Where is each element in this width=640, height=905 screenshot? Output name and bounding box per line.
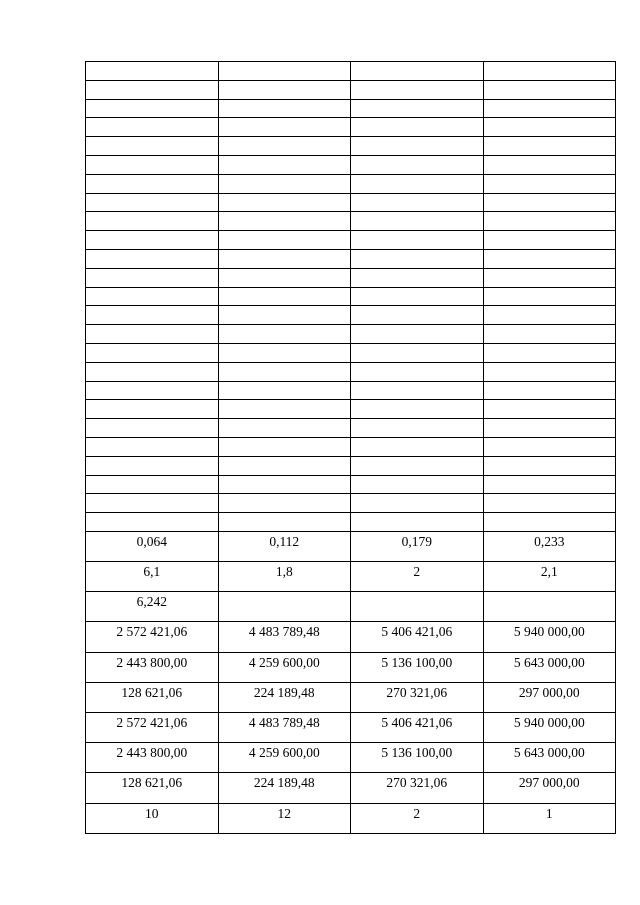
table-cell: [351, 155, 484, 174]
table-cell: 4 259 600,00: [218, 743, 351, 773]
table-cell: 128 621,06: [86, 682, 219, 712]
table-cell: [483, 419, 616, 438]
table-cell: [351, 437, 484, 456]
table-cell: [86, 437, 219, 456]
table-cell: 5 643 000,00: [483, 652, 616, 682]
table-cell: [351, 193, 484, 212]
table-cell: [218, 155, 351, 174]
table-cell: 2 443 800,00: [86, 743, 219, 773]
table-cell: [218, 306, 351, 325]
table-cell: [483, 62, 616, 81]
table-cell: [218, 193, 351, 212]
table-cell: [218, 287, 351, 306]
table-cell: [86, 174, 219, 193]
table-cell: [86, 306, 219, 325]
table-cell: [351, 306, 484, 325]
table-cell: [483, 174, 616, 193]
table-cell: [218, 249, 351, 268]
table-cell: 5 406 421,06: [351, 713, 484, 743]
table-cell: [351, 231, 484, 250]
table-cell: [218, 494, 351, 513]
table-cell: 128 621,06: [86, 773, 219, 803]
table-cell: 297 000,00: [483, 682, 616, 712]
table-row: [86, 531, 616, 561]
table-cell: [483, 592, 616, 622]
table-row: [86, 562, 616, 592]
table-cell: [218, 62, 351, 81]
table-cell: [483, 343, 616, 362]
table-cell: [483, 118, 616, 137]
table-cell: 1: [483, 803, 616, 833]
empty-table-row: [86, 174, 616, 193]
empty-table-row: [86, 475, 616, 494]
table-cell: 0,179: [351, 531, 484, 561]
table-cell: [351, 212, 484, 231]
table-cell: [483, 212, 616, 231]
empty-table-row: [86, 513, 616, 532]
table-cell: [218, 419, 351, 438]
table-cell: [218, 268, 351, 287]
table-cell: 6,1: [86, 562, 219, 592]
table-cell: [218, 231, 351, 250]
table-cell: 2: [351, 803, 484, 833]
table-row: [86, 743, 616, 773]
table-cell: 270 321,06: [351, 682, 484, 712]
table-cell: 2 572 421,06: [86, 713, 219, 743]
table-cell: 0,064: [86, 531, 219, 561]
table-cell: [86, 513, 219, 532]
table-cell: [483, 80, 616, 99]
table-cell: [351, 268, 484, 287]
table-cell: [483, 249, 616, 268]
empty-table-row: [86, 62, 616, 81]
table-cell: [86, 193, 219, 212]
table-cell: [218, 400, 351, 419]
empty-table-row: [86, 400, 616, 419]
table-cell: [351, 249, 484, 268]
empty-table-row: [86, 343, 616, 362]
table-cell: [218, 592, 351, 622]
table-cell: 5 406 421,06: [351, 622, 484, 652]
table-cell: [86, 456, 219, 475]
empty-table-row: [86, 268, 616, 287]
table-cell: 2 443 800,00: [86, 652, 219, 682]
table-cell: [483, 400, 616, 419]
table-cell: [218, 475, 351, 494]
table-cell: [351, 362, 484, 381]
table-cell: [351, 513, 484, 532]
table-cell: [218, 325, 351, 344]
table-row: [86, 713, 616, 743]
table-cell: [218, 513, 351, 532]
empty-table-row: [86, 362, 616, 381]
data-table: [85, 61, 616, 834]
table-cell: [483, 193, 616, 212]
table-cell: 5 940 000,00: [483, 713, 616, 743]
table-cell: [483, 437, 616, 456]
table-cell: [351, 80, 484, 99]
table-cell: [218, 99, 351, 118]
empty-table-row: [86, 118, 616, 137]
table-row: [86, 682, 616, 712]
empty-table-row: [86, 325, 616, 344]
table-cell: [351, 456, 484, 475]
table-cell: 2 572 421,06: [86, 622, 219, 652]
table-cell: [218, 174, 351, 193]
table-cell: [483, 494, 616, 513]
table-cell: 4 483 789,48: [218, 622, 351, 652]
table-cell: [86, 212, 219, 231]
table-cell: 4 259 600,00: [218, 652, 351, 682]
table-cell: [351, 99, 484, 118]
table-cell: [483, 231, 616, 250]
table-cell: [351, 343, 484, 362]
empty-table-row: [86, 381, 616, 400]
table-cell: [218, 362, 351, 381]
table-cell: [86, 80, 219, 99]
table-cell: 5 643 000,00: [483, 743, 616, 773]
empty-table-row: [86, 306, 616, 325]
table-cell: [218, 343, 351, 362]
table-cell: [351, 592, 484, 622]
table-cell: 0,233: [483, 531, 616, 561]
empty-table-row: [86, 212, 616, 231]
table-cell: 5 136 100,00: [351, 743, 484, 773]
table-cell: [86, 343, 219, 362]
empty-table-row: [86, 437, 616, 456]
table-cell: 2: [351, 562, 484, 592]
table-cell: [483, 362, 616, 381]
table-cell: [86, 118, 219, 137]
table-cell: 10: [86, 803, 219, 833]
table-cell: [86, 62, 219, 81]
table-cell: 4 483 789,48: [218, 713, 351, 743]
table-cell: 1,8: [218, 562, 351, 592]
table-cell: [351, 494, 484, 513]
table-row: [86, 592, 616, 622]
table-cell: 224 189,48: [218, 773, 351, 803]
empty-table-row: [86, 249, 616, 268]
table-cell: 297 000,00: [483, 773, 616, 803]
table-cell: [483, 325, 616, 344]
table-cell: [351, 137, 484, 156]
table-cell: [483, 137, 616, 156]
table-cell: 0,112: [218, 531, 351, 561]
table-row: [86, 622, 616, 652]
empty-table-row: [86, 231, 616, 250]
table-cell: [483, 268, 616, 287]
table-cell: [86, 137, 219, 156]
table-cell: [351, 287, 484, 306]
empty-table-row: [86, 80, 616, 99]
table-cell: [483, 99, 616, 118]
table-cell: [86, 231, 219, 250]
empty-table-row: [86, 193, 616, 212]
table-cell: 270 321,06: [351, 773, 484, 803]
table-body: [86, 62, 616, 834]
table-cell: [86, 381, 219, 400]
table-cell: [218, 80, 351, 99]
table-cell: 224 189,48: [218, 682, 351, 712]
empty-table-row: [86, 99, 616, 118]
table-row: [86, 652, 616, 682]
table-cell: [351, 475, 484, 494]
table-cell: [351, 118, 484, 137]
table-cell: 5 940 000,00: [483, 622, 616, 652]
table-cell: [483, 287, 616, 306]
empty-table-row: [86, 494, 616, 513]
table-cell: [483, 475, 616, 494]
table-cell: [86, 475, 219, 494]
table-cell: [483, 381, 616, 400]
table-cell: [218, 137, 351, 156]
table-cell: [86, 494, 219, 513]
table-cell: [483, 456, 616, 475]
table-cell: [86, 362, 219, 381]
table-cell: [86, 155, 219, 174]
table-cell: [86, 249, 219, 268]
empty-table-row: [86, 137, 616, 156]
table-cell: [218, 437, 351, 456]
table-row: [86, 773, 616, 803]
table-cell: 2,1: [483, 562, 616, 592]
table-cell: [351, 381, 484, 400]
table-cell: [351, 62, 484, 81]
table-cell: [218, 456, 351, 475]
empty-table-row: [86, 287, 616, 306]
table-cell: 12: [218, 803, 351, 833]
table-cell: [351, 400, 484, 419]
table-cell: [86, 99, 219, 118]
table-cell: [483, 513, 616, 532]
table-row: [86, 803, 616, 833]
table-cell: [86, 400, 219, 419]
table-cell: [86, 268, 219, 287]
table-cell: [351, 174, 484, 193]
table-cell: [86, 325, 219, 344]
table-cell: [218, 212, 351, 231]
table-cell: [218, 118, 351, 137]
table-cell: [86, 419, 219, 438]
empty-table-row: [86, 456, 616, 475]
table-cell: [86, 287, 219, 306]
table-cell: [483, 306, 616, 325]
table-cell: 6,242: [86, 592, 219, 622]
table-cell: [483, 155, 616, 174]
table-cell: [218, 381, 351, 400]
empty-table-row: [86, 419, 616, 438]
empty-table-row: [86, 155, 616, 174]
table-cell: 5 136 100,00: [351, 652, 484, 682]
table-cell: [351, 419, 484, 438]
table-cell: [351, 325, 484, 344]
